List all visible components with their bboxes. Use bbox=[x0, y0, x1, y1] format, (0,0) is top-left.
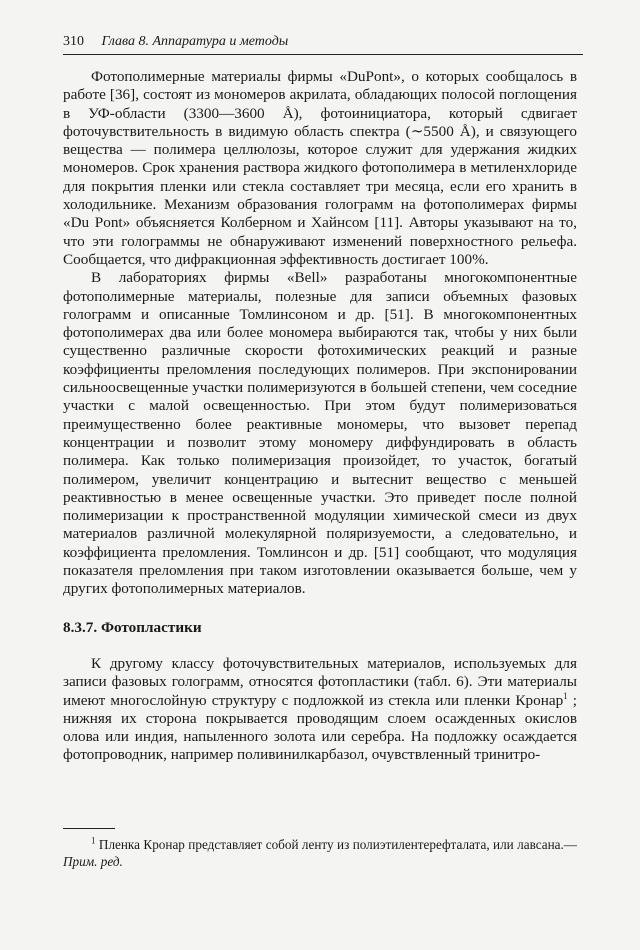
section-heading: 8.3.7. Фотопластики bbox=[63, 618, 202, 636]
paragraph-text-start: К другому классу фоточувствительных материалов, используемых для записи фазовых голограмм, относятся фотопластики (табл. 6). Эти материалы имеют многослойную структуру с подложкой из стекла или пленки Кронар bbox=[63, 654, 577, 709]
editor-note: Прим. ред. bbox=[63, 854, 123, 869]
paragraph-photoplastics bbox=[63, 655, 577, 765]
chapter-title: Глава 8. Аппаратура и методы bbox=[101, 34, 289, 49]
footnote bbox=[63, 836, 577, 870]
main-text bbox=[63, 68, 577, 765]
page-number: 310 bbox=[63, 34, 84, 49]
paragraph-dupont: Фотополимерные материалы фирмы «DuPont», о которых сообщалось в работе [36], состоят из мономеров акрилата, обладающих полосой поглощения в УФ-области (3300—3600 Å), фотоинициатора, который сдвигает фоточувствительность в видимую область спектра (∼5500 Å), и связующего вещества — полимера целлюлозы, которое служит для удержания жидких мономеров. Срок хранения раствора жидкого фотополимера в метиленхлориде для покрытия пленки или стекла составляет три месяца, если его хранить в холодильнике. Механизм образования голограмм на фотополимерах фирмы «Du Pont» объясняется Колберном и Хайнсом [11]. Авторы указывают на то, что эти голограммы не обнаруживают изменений поверхностного рельефа. Сообщается, что дифракционная эффективность достигает 100%. bbox=[63, 68, 577, 268]
footnote-number: 1 bbox=[91, 835, 96, 846]
footnote-text: Пленка Кронар представляет собой ленту из полиэтилентерефталата, или лавсана.— bbox=[95, 837, 577, 852]
footnote-divider bbox=[63, 828, 115, 829]
footnote-marker: 1 bbox=[563, 690, 568, 701]
paragraph-text-end: ; нижняя их сторона покрывается проводящим слоем осажденных окислов олова или индия, напыленного золота или серебра. На подложку осаждается фотопроводник, например поливинилкарбазол, очувствленный тринитро- bbox=[63, 691, 577, 764]
running-header bbox=[63, 33, 583, 55]
paragraph-bell: В лабораториях фирмы «Bell» разработаны многокомпонентные фотополимерные материалы, полезные для записи объемных фазовых голограмм и описанные Томлинсоном и др. [51]. В многокомпонентных фотополимерах два или более мономера выбираются так, чтобы у них были существенно различные скорости фотохимических реакций и разные коэффициенты преломления последующих полимеров. При экспонировании сильноосвещенные участки полимеризуются в большей степени, чем соседние участки с малой освещенностью. При этом будут полимеризоваться преимущественно более реактивные мономеры, что вызовет перепад концентрации и позволит этому мономеру диффундировать в область полимера. Как только полимеризация произойдет, то участок, богатый полимером, увеличит концентрацию и вытеснит вещество с меньшей реактивностью в менее освещенные участки. Это приведет после полной полимеризации к пространственной модуляции химической смеси из двух материалов различной молекулярной поляризуемости, а следовательно, и коэффициента преломления. Томлинсон и др. [51] сообщают, что модуляция показателя преломления при таком изготовлении оказывается больше, чем у других фотополимерных материалов. bbox=[63, 269, 577, 598]
